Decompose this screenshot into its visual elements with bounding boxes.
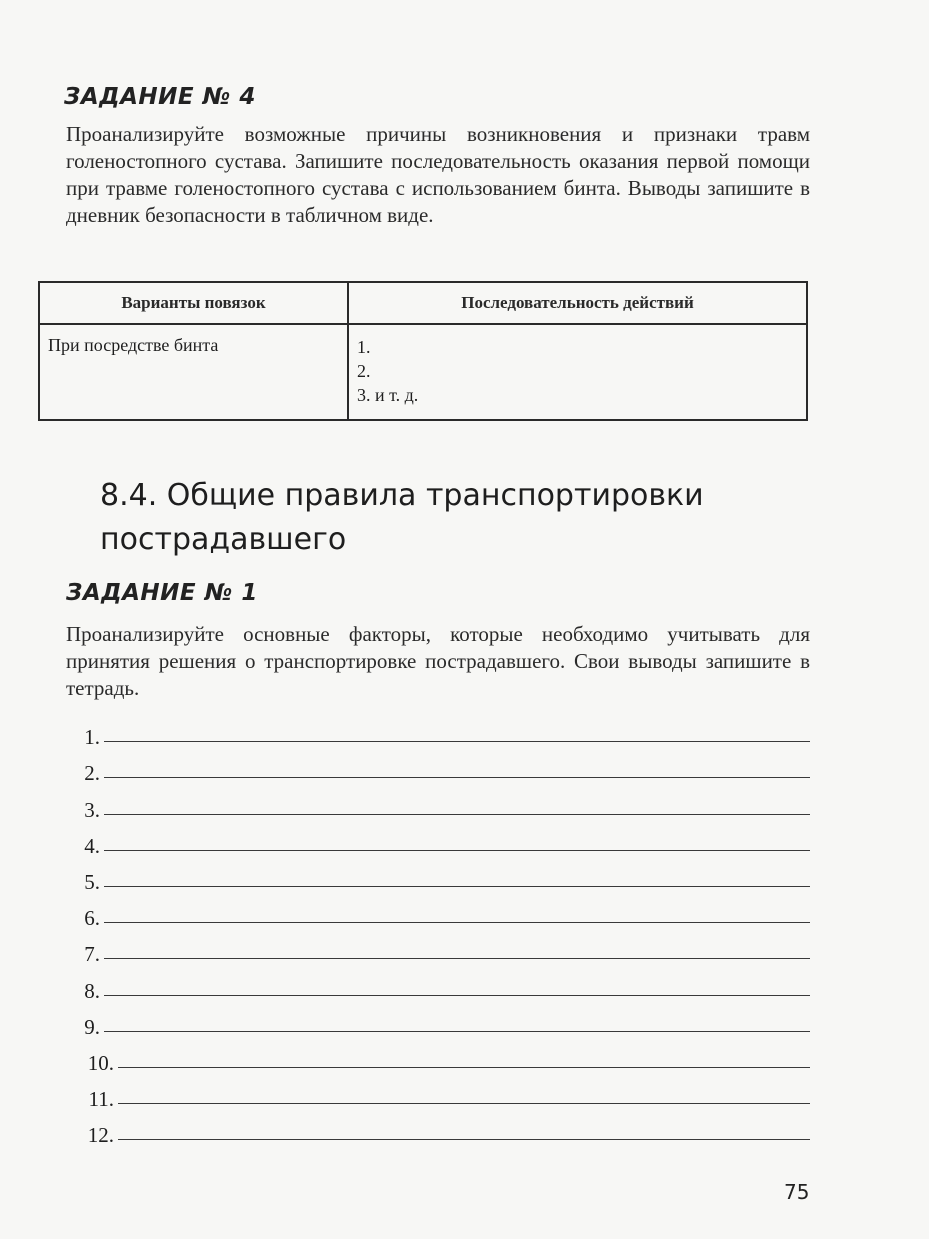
task-4-title: ЗАДАНИЕ № 4 <box>64 84 256 110</box>
line-number: 6. <box>84 906 100 931</box>
line-number: 3. <box>84 797 100 822</box>
answer-line-3[interactable] <box>70 784 810 820</box>
answer-line-1[interactable] <box>70 712 810 748</box>
answer-line-2[interactable] <box>70 748 810 784</box>
table-row <box>39 324 807 420</box>
step-item: 2. <box>357 361 371 381</box>
answer-line-7[interactable] <box>70 929 810 965</box>
table-header-variants: Варианты повязок <box>39 282 348 324</box>
page-number: 75 <box>784 1180 810 1204</box>
write-line[interactable] <box>104 958 810 959</box>
line-number: 4. <box>84 833 100 858</box>
write-line[interactable] <box>118 1139 810 1140</box>
answer-line-11[interactable] <box>70 1074 810 1110</box>
write-line[interactable] <box>104 922 810 923</box>
write-line[interactable] <box>104 777 810 778</box>
line-number: 2. <box>84 761 100 786</box>
write-line[interactable] <box>104 850 810 851</box>
write-line[interactable] <box>104 741 810 742</box>
table-header-row <box>39 282 807 324</box>
answer-lines <box>70 712 810 1146</box>
table-cell-steps <box>348 324 807 420</box>
task-1-title: ЗАДАНИЕ № 1 <box>66 580 258 606</box>
answer-line-5[interactable] <box>70 857 810 893</box>
line-number: 12. <box>87 1123 114 1148</box>
table-header-sequence: Последовательность действий <box>348 282 807 324</box>
line-number: 5. <box>84 869 100 894</box>
bandage-table <box>38 281 808 421</box>
section-title: 8.4. Общие правила транспортировки пострадавшего <box>100 478 704 557</box>
write-line[interactable] <box>104 886 810 887</box>
step-item: 1. <box>357 337 371 357</box>
task-1-instructions: Проанализируйте основные факторы, которые необходимо учитывать для принятия решения о транспортировке пострадавшего. Свои выводы запишите в тетрадь. <box>66 622 810 700</box>
write-line[interactable] <box>118 1067 810 1068</box>
write-line[interactable] <box>104 814 810 815</box>
answer-line-6[interactable] <box>70 893 810 929</box>
answer-line-12[interactable] <box>70 1110 810 1146</box>
write-line[interactable] <box>118 1103 810 1104</box>
line-number: 9. <box>84 1014 100 1039</box>
answer-line-8[interactable] <box>70 965 810 1001</box>
write-line[interactable] <box>104 995 810 996</box>
line-number: 8. <box>84 978 100 1003</box>
line-number: 10. <box>87 1050 114 1075</box>
write-line[interactable] <box>104 1031 810 1032</box>
task-4-instructions: Проанализируйте возможные причины возникновения и признаки травм голеностопного сустава. Запишите последовательность оказания первой помощи при травме голеностопного сустава с использованием бинта. Выводы запишите в дневник безопасности в табличном виде. <box>66 122 810 227</box>
line-number: 7. <box>84 942 100 967</box>
answer-line-9[interactable] <box>70 1002 810 1038</box>
step-item: 3. и т. д. <box>357 385 419 405</box>
table-cell-variant: При посредстве бинта <box>39 324 348 420</box>
answer-line-10[interactable] <box>70 1038 810 1074</box>
line-number: 11. <box>88 1087 114 1112</box>
answer-line-4[interactable] <box>70 821 810 857</box>
line-number: 1. <box>84 725 100 750</box>
